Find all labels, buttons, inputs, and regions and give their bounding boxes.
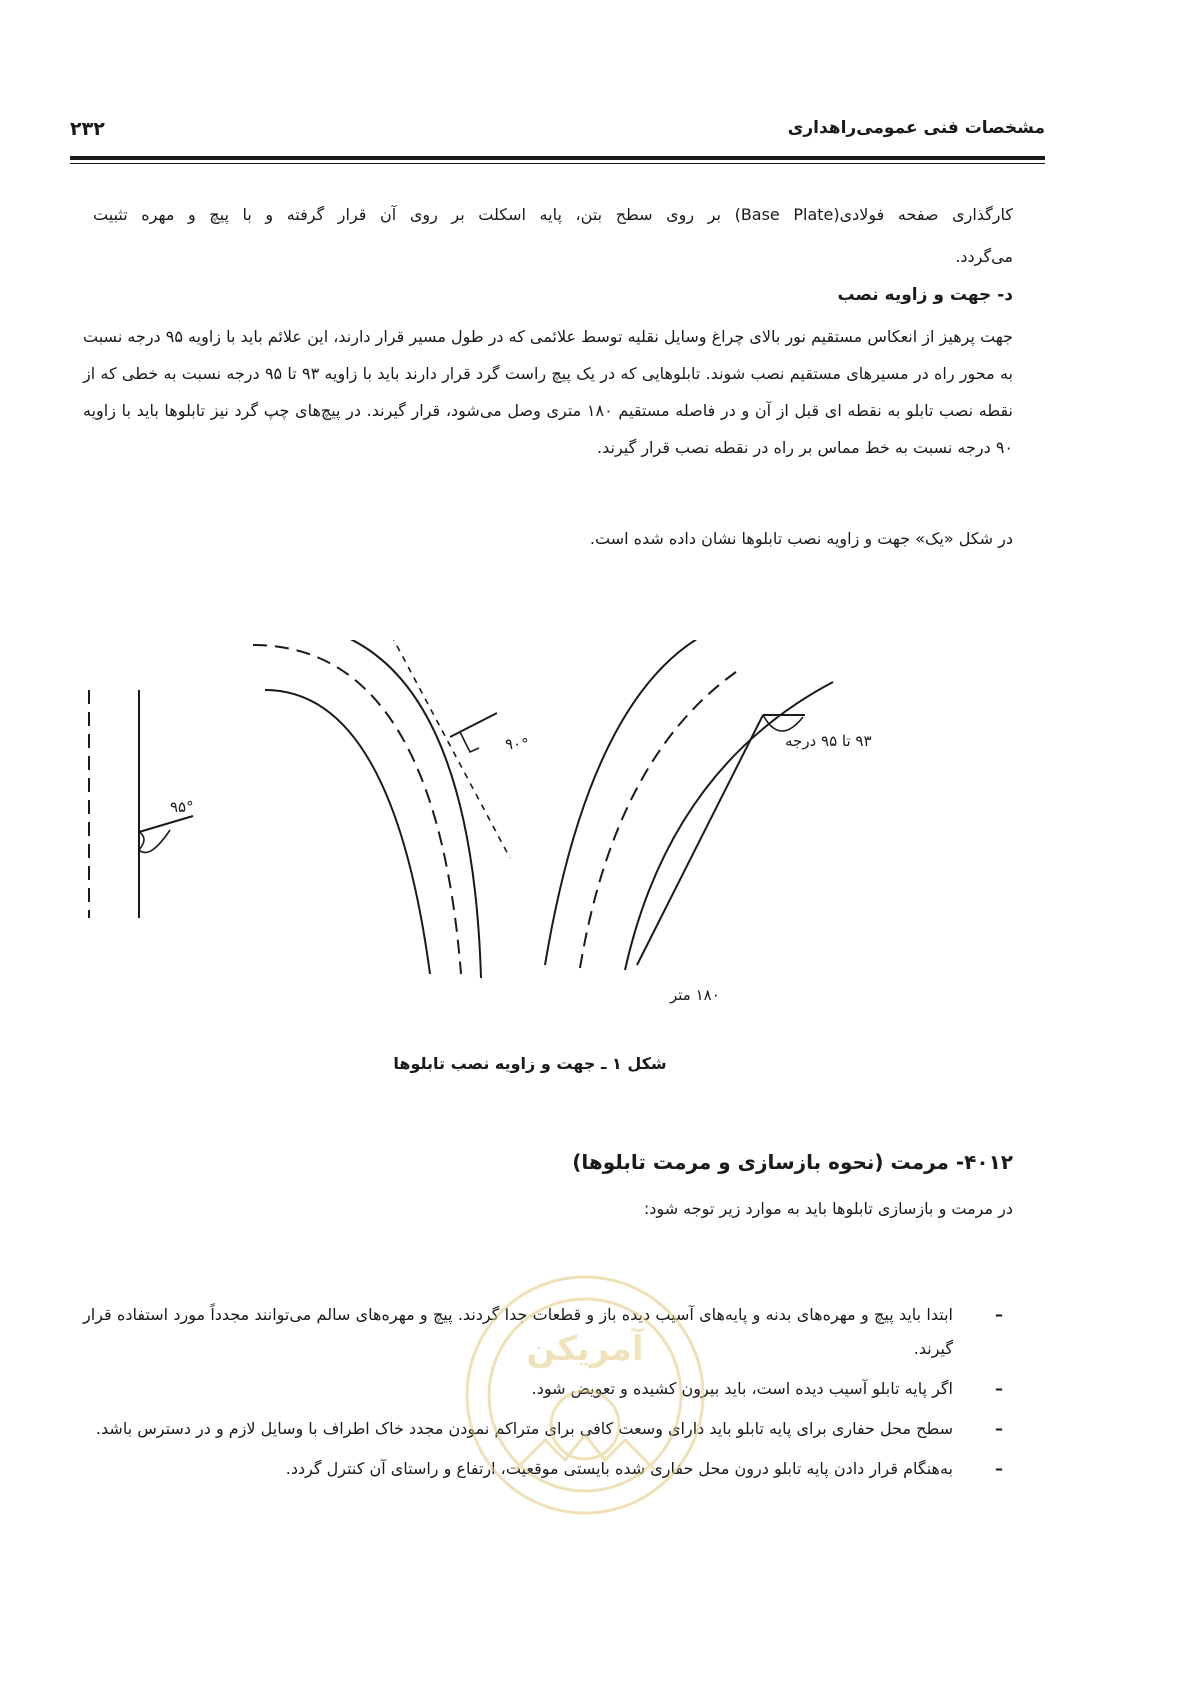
header-rule-thick — [70, 156, 1045, 160]
section-d-heading: د- جهت و زاویه نصب — [837, 285, 1013, 305]
header-title: مشخصات فنی عمومی‌راهداری — [787, 118, 1045, 138]
section-d-paragraph: جهت پرهیز از انعکاس مستقیم نور بالای چراغ وسایل نقلیه توسط علائمی که در طول مسیر قرار دارند، این علائم باید با زاویه ۹۵ درجه نسبت به محور راه در مسیرهای مستقیم نصب شوند. تابلوهایی که در یک پیچ راست گرد قرار دارند باید با زاویه ۹۳ تا ۹۵ درجه نسبت به خطی که از نقطه نصب تابلو به نقطه ای قبل از آن و در فاصله مستقیم ۱۸۰ متری وصل می‌شود، قرار گیرند. در پیچ‌های چپ گرد نیز تابلوها باید با زاویه ۹۰ درجه نسبت به خط مماس بر راه در نقطه نصب قرار گیرند. — [83, 327, 1014, 457]
intro-paragraph — [93, 198, 1013, 274]
section-4012-intro: در مرمت و بازسازی تابلوها باید به موارد زیر توجه شود: — [643, 1199, 1013, 1218]
label-90-degrees: ۹۰° — [505, 735, 529, 753]
bullet-text: سطح محل حفاری برای پایه تابلو باید دارای وسعت کافی برای متراکم نمودن مجدد خاک اطراف با وسایل لازم و در دسترس باشد. — [95, 1419, 953, 1438]
sign-angle-figure — [30, 640, 1010, 1110]
bullet-dash: – — [995, 1379, 1003, 1398]
left-curve-middle — [253, 645, 461, 974]
right-curve-angle-arc — [763, 715, 803, 731]
bullet-text: ابتدا باید پیچ و مهره‌های بدنه و پایه‌های آسیب دیده باز و قطعات جدا گردند. پیچ و مهره‌های سالم می‌توانند مجدداً مورد استفاده قرار گیرند. — [83, 1305, 953, 1358]
straight-angle-arc — [139, 830, 170, 853]
list-item — [83, 1298, 1003, 1366]
straight-sign-line — [139, 816, 193, 832]
left-curve-sign-line — [450, 713, 497, 737]
list-item — [83, 1452, 1003, 1486]
chord-180m-line — [637, 715, 763, 965]
label-93-95-degrees: ۹۳ تا ۹۵ درجه — [785, 732, 872, 750]
bullet-dash: – — [995, 1305, 1003, 1324]
label-95-degrees: ۹۵° — [170, 798, 194, 816]
left-curve-right-angle — [460, 732, 479, 752]
label-180-meters: ۱۸۰ متر — [670, 986, 720, 1004]
figure-caption: شکل ۱ ـ جهت و زاویه نصب تابلوها — [393, 1054, 667, 1073]
list-item — [83, 1372, 1003, 1406]
bullet-text: به‌هنگام قرار دادن پایه تابلو درون محل حفاری شده بایستی موقعیت، ارتفاع و راستای آن کنترل گردد. — [285, 1459, 953, 1478]
header-rule-thin — [70, 163, 1045, 164]
right-curve-inner — [545, 640, 709, 965]
left-curve-outer — [271, 640, 481, 978]
list-item — [83, 1412, 1003, 1446]
bullet-text: اگر پایه تابلو آسیب دیده است، باید بیرون کشیده و تعویض شود. — [531, 1379, 953, 1398]
left-curve-tangent — [380, 640, 510, 858]
intro-line-2: می‌گردد. — [955, 247, 1013, 266]
repair-steps-list — [83, 1298, 1003, 1492]
figure-reference: در شکل «یک» جهت و زاویه نصب تابلوها نشان داده شده است. — [589, 529, 1013, 548]
page-header — [70, 118, 1045, 148]
page-number: ۲۳۲ — [70, 118, 105, 140]
section-4012-heading: ۴۰۱۲- مرمت (نحوه بازسازی و مرمت تابلوها) — [572, 1150, 1013, 1174]
svg-text:آمریکن: آمریکن — [526, 1329, 644, 1369]
bullet-dash: – — [995, 1459, 1003, 1478]
intro-line-1: کارگذاری صفحه فولادی(Base Plate) بر روی سطح بتن، پایه اسکلت بر روی آن قرار گرفته و با پیچ و مهره تثبیت — [93, 205, 1014, 224]
figure-drawing — [30, 640, 1010, 1110]
left-curve-inner — [265, 690, 430, 974]
bullet-dash: – — [995, 1419, 1003, 1438]
